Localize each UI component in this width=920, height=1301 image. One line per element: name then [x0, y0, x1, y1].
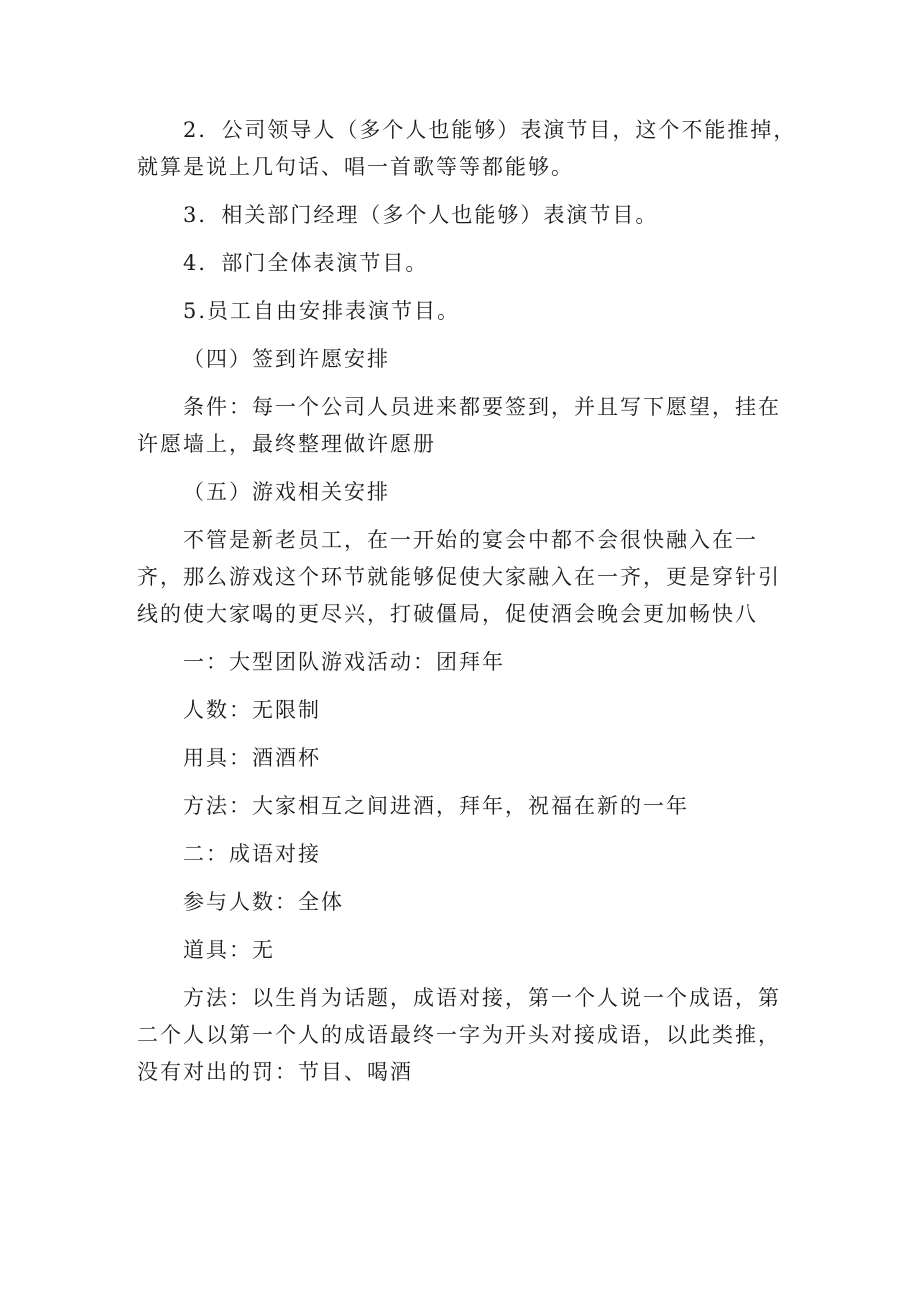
game-two-props: 道具：无	[183, 938, 275, 962]
game-one-equipment: 用具：酒酒杯	[183, 746, 321, 770]
game-one-title: 一：大型团队游戏活动：团拜年	[183, 650, 505, 674]
game-two-method: 方法：以生肖为话题，成语对接，第一个人说一个成语，第二个人以第一个人的成语最终一字为开头对接成语，以此类推，没有对出的罚：节目、喝酒	[137, 986, 781, 1084]
game-two-participants: 参与人数：全体	[183, 890, 344, 914]
game-one-method: 方法：大家相互之间进酒，拜年，祝福在新的一年	[183, 794, 689, 818]
paragraph-games-intro: 不管是新老员工，在一开始的宴会中都不会很快融入在一齐，那么游戏这个环节就能够促使大家融入在一齐，更是穿针引线的使大家喝的更尽兴，打破僵局，促使酒会晚会更加畅快八	[137, 528, 781, 626]
section-heading-games: （五）游戏相关安排	[183, 480, 390, 504]
paragraph-department-performance: 4．部门全体表演节目。	[183, 251, 429, 275]
game-one-participants: 人数：无限制	[183, 698, 321, 722]
paragraph-leader-performance: 2．公司领导人（多个人也能够）表演节目，这个不能推掉，就算是说上几句话、唱一首歌等等都能够。	[137, 118, 797, 179]
game-two-title: 二：成语对接	[183, 842, 321, 866]
document-body	[137, 112, 797, 1102]
section-heading-signin: （四）签到许愿安排	[183, 347, 390, 371]
paragraph-staff-performance: 5.员工自由安排表演节目。	[183, 299, 461, 323]
paragraph-signin-conditions: 条件：每一个公司人员进来都要签到，并且写下愿望，挂在许愿墙上，最终整理做许愿册	[137, 395, 781, 456]
paragraph-manager-performance: 3．相关部门经理（多个人也能够）表演节目。	[183, 203, 659, 227]
